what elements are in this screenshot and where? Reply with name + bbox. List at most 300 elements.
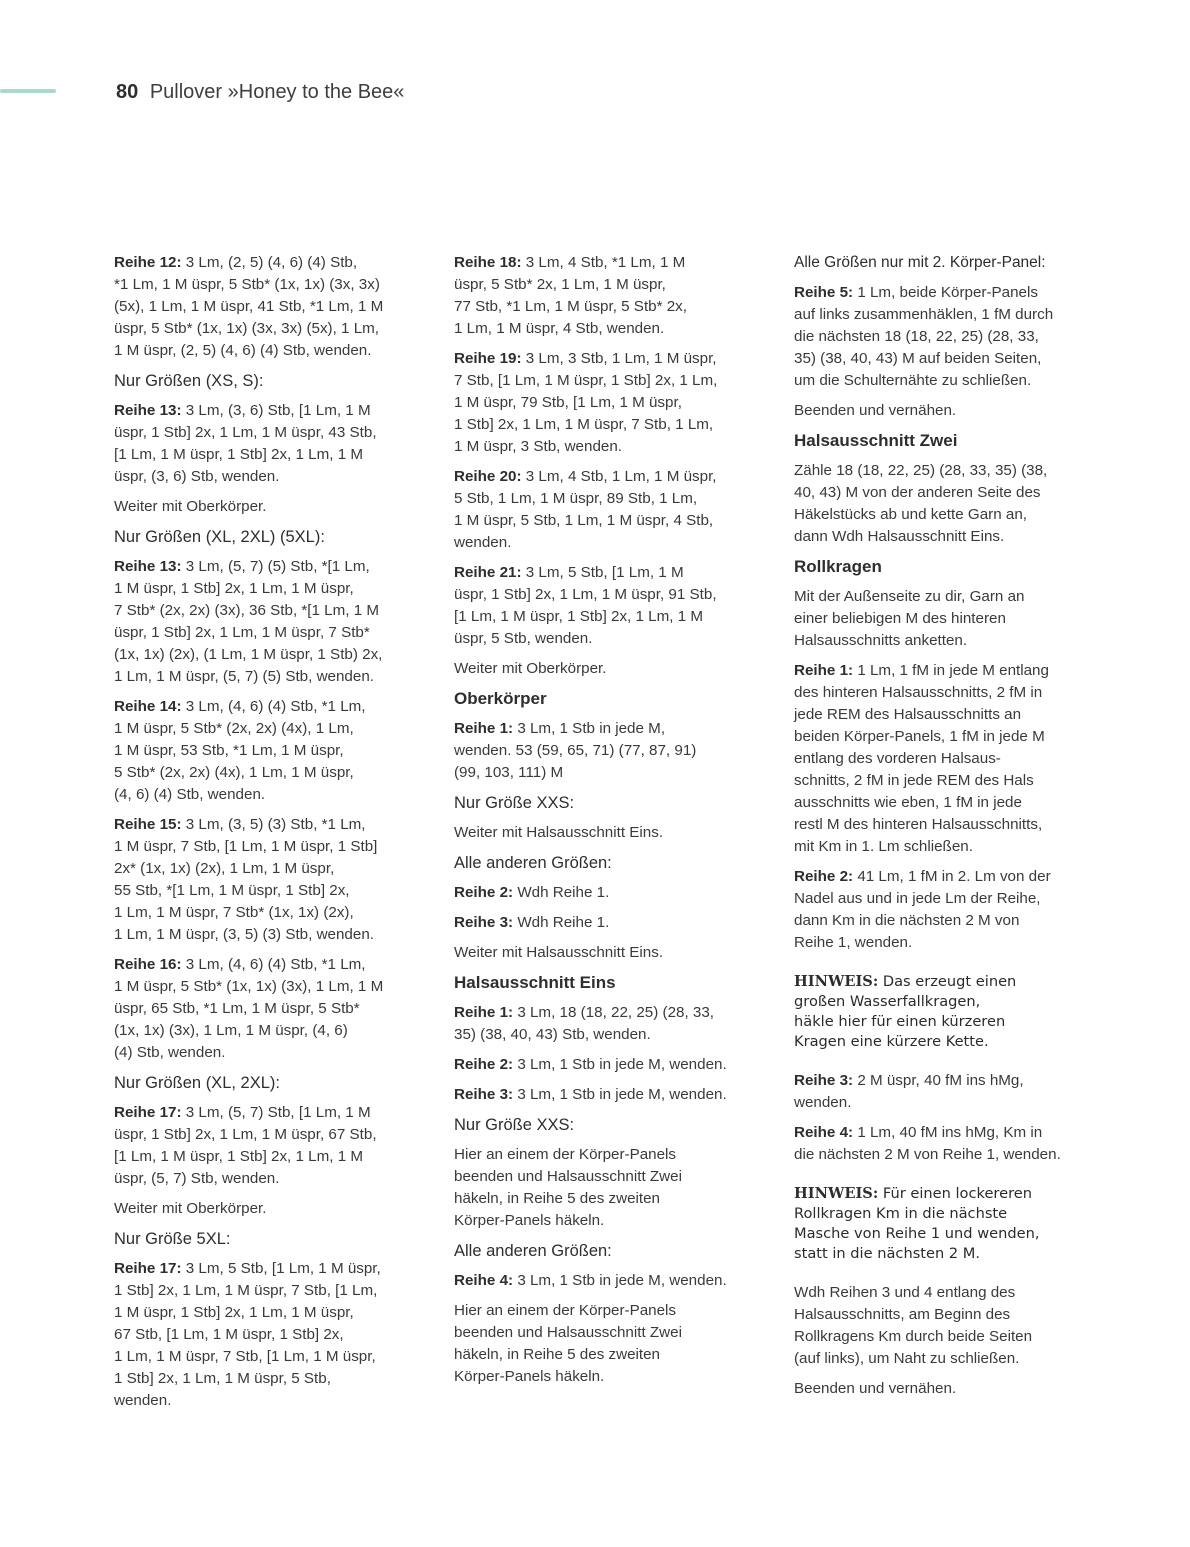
instruction-paragraph bbox=[454, 822, 754, 844]
subheading: Alle anderen Größen: bbox=[454, 1242, 612, 1260]
text-line bbox=[794, 910, 1094, 932]
line-text: 2 M üspr, 40 fM ins hMg, bbox=[853, 1072, 1024, 1089]
instruction-paragraph bbox=[794, 400, 1094, 422]
instruction-paragraph bbox=[794, 1282, 1094, 1370]
text-line bbox=[794, 836, 1094, 858]
text-line bbox=[794, 866, 1094, 888]
line-text: (4, 6) (4) Stb, wenden. bbox=[114, 786, 266, 803]
text-line bbox=[794, 400, 1094, 422]
line-text: häkeln, in Reihe 5 des zweiten bbox=[454, 1190, 661, 1207]
line-text: 1 Lm, 40 fM ins hMg, Km in bbox=[853, 1124, 1043, 1141]
text-line bbox=[454, 370, 754, 392]
line-text: mit Km in 1. Lm schließen. bbox=[794, 838, 973, 855]
text-line bbox=[114, 318, 406, 340]
text-line bbox=[794, 482, 1094, 504]
line-text: 1 Lm, 1 M üspr, 7 Stb, [1 Lm, 1 M üspr, bbox=[114, 1348, 376, 1365]
text-line bbox=[794, 1204, 1094, 1224]
line-text: Das erzeugt einen bbox=[878, 973, 1017, 990]
instruction-paragraph bbox=[114, 496, 406, 518]
text-line bbox=[114, 902, 406, 924]
line-text: Mit der Außenseite zu dir, Garn an bbox=[794, 588, 1025, 605]
line-text: 35) (38, 40, 43) M auf beiden Seiten, bbox=[794, 350, 1042, 367]
text-line bbox=[794, 586, 1094, 608]
row-label: Reihe 18: bbox=[454, 254, 522, 271]
text-line bbox=[114, 836, 406, 858]
text-line bbox=[114, 252, 406, 274]
text-line bbox=[794, 1122, 1094, 1144]
text-line bbox=[114, 666, 406, 688]
text-column-2 bbox=[454, 252, 754, 1396]
line-text: 3 Lm, (4, 6) (4) Stb, *1 Lm, bbox=[181, 956, 366, 973]
text-line bbox=[794, 814, 1094, 836]
instruction-paragraph bbox=[454, 252, 754, 340]
row-label: Reihe 2: bbox=[454, 884, 514, 901]
text-line bbox=[114, 1198, 406, 1220]
line-text: dann Wdh Halsausschnitt Eins. bbox=[794, 528, 1005, 545]
text-line bbox=[454, 1166, 754, 1188]
line-text: häkeln, in Reihe 5 des zweiten bbox=[454, 1346, 661, 1363]
line-text: 1 Lm, beide Körper-Panels bbox=[853, 284, 1038, 301]
line-text: 1 Lm, 1 M üspr, 4 Stb, wenden. bbox=[454, 320, 665, 337]
section-heading: Oberkörper bbox=[454, 689, 547, 708]
line-text: 1 M üspr, 5 Stb, 1 Lm, 1 M üspr, 4 Stb, bbox=[454, 512, 714, 529]
row-label: Reihe 19: bbox=[454, 350, 522, 367]
text-line bbox=[454, 1024, 754, 1046]
line-text: auf links zusammenhäklen, 1 fM durch bbox=[794, 306, 1054, 323]
line-text: Rollkragen Km in die nächste bbox=[794, 1205, 1008, 1222]
text-line bbox=[794, 972, 1094, 992]
text-line bbox=[794, 1304, 1094, 1326]
text-line bbox=[114, 1042, 406, 1064]
text-line bbox=[114, 496, 406, 518]
text-line bbox=[794, 304, 1094, 326]
line-text: Körper-Panels häkeln. bbox=[454, 1368, 605, 1385]
text-line bbox=[454, 882, 754, 904]
line-text: Beenden und vernähen. bbox=[794, 402, 957, 419]
line-text: üspr, 1 Stb] 2x, 1 Lm, 1 M üspr, 7 Stb* bbox=[114, 624, 370, 641]
text-line bbox=[454, 1300, 754, 1322]
text-line bbox=[794, 1032, 1094, 1052]
line-text: Halsausschnitts anketten. bbox=[794, 632, 968, 649]
text-line bbox=[454, 532, 754, 554]
line-text: Wdh Reihe 1. bbox=[513, 884, 610, 901]
line-text: wenden. bbox=[114, 1392, 172, 1409]
line-text: die nächsten 18 (18, 22, 25) (28, 33, bbox=[794, 328, 1039, 345]
line-text: 1 Stb] 2x, 1 Lm, 1 M üspr, 7 Stb, [1 Lm, bbox=[114, 1282, 378, 1299]
text-line bbox=[114, 1302, 406, 1324]
text-column-1 bbox=[114, 252, 406, 1420]
line-text: die nächsten 2 M von Reihe 1, wenden. bbox=[794, 1146, 1061, 1163]
line-text: Rollkragens Km durch beide Seiten bbox=[794, 1328, 1033, 1345]
instruction-paragraph bbox=[794, 660, 1094, 858]
line-text: einer beliebigen M des hinteren bbox=[794, 610, 1006, 627]
line-text: schnitts, 2 fM in jede REM des Hals bbox=[794, 772, 1034, 789]
line-text: *1 Lm, 1 M üspr, 5 Stb* (1x, 1x) (3x, 3x) bbox=[114, 276, 380, 293]
text-line bbox=[114, 814, 406, 836]
text-line bbox=[114, 622, 406, 644]
line-text: 55 Stb, *[1 Lm, 1 M üspr, 1 Stb] 2x, bbox=[114, 882, 350, 899]
instruction-paragraph bbox=[454, 1002, 754, 1046]
line-text: Weiter mit Halsausschnitt Eins. bbox=[454, 824, 664, 841]
text-line bbox=[794, 1184, 1094, 1204]
line-text: 3 Lm, (5, 7) (5) Stb, *[1 Lm, bbox=[181, 558, 370, 575]
line-text: üspr, 65 Stb, *1 Lm, 1 M üspr, 5 Stb* bbox=[114, 1000, 360, 1017]
instruction-paragraph bbox=[454, 718, 754, 784]
instruction-paragraph bbox=[794, 866, 1094, 954]
line-text: Nadel aus und in jede Lm der Reihe, bbox=[794, 890, 1041, 907]
line-text: 3 Lm, 4 Stb, *1 Lm, 1 M bbox=[521, 254, 686, 271]
text-line bbox=[114, 740, 406, 762]
line-text: üspr, (5, 7) Stb, wenden. bbox=[114, 1170, 280, 1187]
instruction-paragraph bbox=[454, 348, 754, 458]
line-text: Hier an einem der Körper-Panels bbox=[454, 1146, 677, 1163]
line-text: (99, 103, 111) M bbox=[454, 764, 564, 781]
instruction-paragraph bbox=[454, 1144, 754, 1232]
line-text: 5 Stb* (2x, 2x) (4x), 1 Lm, 1 M üspr, bbox=[114, 764, 354, 781]
note-paragraph bbox=[794, 1184, 1094, 1264]
text-line bbox=[114, 924, 406, 946]
line-text: 35) (38, 40, 43) Stb, wenden. bbox=[454, 1026, 651, 1043]
text-line bbox=[794, 1144, 1094, 1166]
row-label: Reihe 4: bbox=[454, 1272, 514, 1289]
line-text: 1 M üspr, 5 Stb* (1x, 1x) (3x), 1 Lm, 1 M bbox=[114, 978, 384, 995]
line-text: 3 Lm, 1 Stb in jede M, wenden. bbox=[513, 1086, 727, 1103]
text-line bbox=[454, 1344, 754, 1366]
text-line bbox=[114, 1124, 406, 1146]
text-line bbox=[454, 510, 754, 532]
row-label: Reihe 17: bbox=[114, 1260, 182, 1277]
page-number: 80 bbox=[116, 81, 139, 103]
row-label: Reihe 16: bbox=[114, 956, 182, 973]
text-line bbox=[794, 726, 1094, 748]
text-line bbox=[794, 282, 1094, 304]
page-title: Pullover »Honey to the Bee« bbox=[149, 81, 405, 103]
text-line bbox=[794, 1282, 1094, 1304]
line-text: Hier an einem der Körper-Panels bbox=[454, 1302, 677, 1319]
row-label: Reihe 1: bbox=[454, 720, 514, 737]
line-text: 3 Lm, (4, 6) (4) Stb, *1 Lm, bbox=[181, 698, 366, 715]
line-text: Häkelstücks ab und kette Garn an, bbox=[794, 506, 1028, 523]
text-line bbox=[454, 740, 754, 762]
line-text: 5 Stb, 1 Lm, 1 M üspr, 89 Stb, 1 Lm, bbox=[454, 490, 698, 507]
text-line bbox=[114, 762, 406, 784]
text-line bbox=[114, 718, 406, 740]
line-text: 67 Stb, [1 Lm, 1 M üspr, 1 Stb] 2x, bbox=[114, 1326, 344, 1343]
line-text: [1 Lm, 1 M üspr, 1 Stb] 2x, 1 Lm, 1 M bbox=[114, 1148, 364, 1165]
row-label: Reihe 1: bbox=[454, 1004, 514, 1021]
text-line bbox=[454, 1144, 754, 1166]
text-line bbox=[794, 660, 1094, 682]
line-text: üspr, (3, 6) Stb, wenden. bbox=[114, 468, 280, 485]
line-text: des hinteren Halsausschnitts, 2 fM in bbox=[794, 684, 1043, 701]
text-line bbox=[454, 658, 754, 680]
text-line bbox=[794, 460, 1094, 482]
line-text: (1x, 1x) (3x), 1 Lm, 1 M üspr, (4, 6) bbox=[114, 1022, 348, 1039]
text-line bbox=[454, 466, 754, 488]
section-heading: Halsausschnitt Zwei bbox=[794, 431, 958, 450]
text-line bbox=[114, 1020, 406, 1042]
instruction-paragraph bbox=[454, 1054, 754, 1076]
line-text: Beenden und vernähen. bbox=[794, 1380, 957, 1397]
line-text: 3 Lm, 1 Stb in jede M, wenden. bbox=[513, 1056, 727, 1073]
line-text: 1 Lm, 1 M üspr, 7 Stb* (1x, 1x) (2x), bbox=[114, 904, 354, 921]
line-text: Zähle 18 (18, 22, 25) (28, 33, 35) (38, bbox=[794, 462, 1048, 479]
line-text: ausschnitts wie eben, 1 fM in jede bbox=[794, 794, 1022, 811]
line-text: 2x* (1x, 1x) (2x), 1 Lm, 1 M üspr, bbox=[114, 860, 335, 877]
text-column-3 bbox=[794, 252, 1094, 1408]
text-line bbox=[454, 252, 754, 274]
line-text: jede REM des Halsausschnitts an bbox=[794, 706, 1022, 723]
text-line bbox=[454, 392, 754, 414]
instruction-paragraph bbox=[454, 882, 754, 904]
section-heading: Halsausschnitt Eins bbox=[454, 973, 616, 992]
row-label: Reihe 2: bbox=[454, 1056, 514, 1073]
line-text: häkle hier für einen kürzeren bbox=[794, 1013, 1006, 1030]
text-line bbox=[454, 1002, 754, 1024]
subheading: Nur Größe 5XL: bbox=[114, 1230, 231, 1248]
text-line bbox=[794, 792, 1094, 814]
line-text: 3 Lm, 18 (18, 22, 25) (28, 33, bbox=[513, 1004, 715, 1021]
line-text: 3 Lm, (3, 5) (3) Stb, *1 Lm, bbox=[181, 816, 366, 833]
text-line bbox=[114, 954, 406, 976]
text-line bbox=[114, 1390, 406, 1412]
text-line bbox=[114, 696, 406, 718]
text-line bbox=[114, 976, 406, 998]
text-line bbox=[454, 274, 754, 296]
text-line bbox=[454, 488, 754, 510]
text-line bbox=[794, 1224, 1094, 1244]
page-header bbox=[116, 78, 404, 106]
text-line bbox=[794, 608, 1094, 630]
text-line bbox=[454, 942, 754, 964]
line-text: wenden. bbox=[794, 1094, 852, 1111]
text-line bbox=[114, 296, 406, 318]
row-label: Reihe 14: bbox=[114, 698, 182, 715]
instruction-paragraph bbox=[794, 586, 1094, 652]
instruction-paragraph bbox=[794, 282, 1094, 392]
text-line bbox=[114, 784, 406, 806]
line-text: 1 Lm, 1 fM in jede M entlang bbox=[853, 662, 1049, 679]
text-line bbox=[794, 932, 1094, 954]
line-text: wenden. 53 (59, 65, 71) (77, 87, 91) bbox=[454, 742, 697, 759]
line-text: wenden. bbox=[454, 534, 512, 551]
line-text: Für einen lockereren bbox=[878, 1185, 1032, 1202]
line-text: restl M des hinteren Halsausschnitts, bbox=[794, 816, 1043, 833]
instruction-paragraph bbox=[794, 460, 1094, 548]
text-line bbox=[454, 1054, 754, 1076]
line-text: 1 M üspr, (2, 5) (4, 6) (4) Stb, wenden. bbox=[114, 342, 372, 359]
instruction-paragraph bbox=[114, 1258, 406, 1412]
text-line bbox=[794, 630, 1094, 652]
line-text: dann Km in die nächsten 2 M von bbox=[794, 912, 1020, 929]
text-line bbox=[454, 1188, 754, 1210]
text-line bbox=[454, 296, 754, 318]
text-line bbox=[454, 1366, 754, 1388]
text-line bbox=[454, 762, 754, 784]
text-line bbox=[114, 1368, 406, 1390]
line-text: 3 Lm, (5, 7) Stb, [1 Lm, 1 M bbox=[181, 1104, 371, 1121]
text-line bbox=[114, 600, 406, 622]
line-text: 1 M üspr, 7 Stb, [1 Lm, 1 M üspr, 1 Stb] bbox=[114, 838, 378, 855]
text-line bbox=[114, 444, 406, 466]
text-line bbox=[114, 340, 406, 362]
text-line bbox=[794, 1092, 1094, 1114]
text-line bbox=[114, 1168, 406, 1190]
line-text: Reihe 1, wenden. bbox=[794, 934, 913, 951]
text-line bbox=[794, 770, 1094, 792]
row-label: Reihe 4: bbox=[794, 1124, 854, 1141]
instruction-paragraph bbox=[114, 556, 406, 688]
text-line bbox=[454, 1270, 754, 1292]
line-text: 3 Lm, (2, 5) (4, 6) (4) Stb, bbox=[181, 254, 358, 271]
text-line bbox=[114, 858, 406, 880]
instruction-paragraph bbox=[114, 252, 406, 362]
line-text: um die Schulternähte zu schließen. bbox=[794, 372, 1032, 389]
row-label: HINWEIS: bbox=[794, 973, 879, 990]
line-text: entlang des vorderen Halsaus- bbox=[794, 750, 1001, 767]
row-label: Reihe 3: bbox=[454, 914, 514, 931]
instruction-paragraph bbox=[454, 912, 754, 934]
text-line bbox=[114, 400, 406, 422]
text-line bbox=[794, 1348, 1094, 1370]
subheading: Nur Größen (XL, 2XL): bbox=[114, 1074, 280, 1092]
line-text: Halsausschnitts, am Beginn des bbox=[794, 1306, 1011, 1323]
line-text: Körper-Panels häkeln. bbox=[454, 1212, 605, 1229]
row-label: Reihe 15: bbox=[114, 816, 182, 833]
text-line bbox=[114, 998, 406, 1020]
instruction-paragraph bbox=[454, 466, 754, 554]
line-text: Wdh Reihe 1. bbox=[513, 914, 610, 931]
line-text: Masche von Reihe 1 und wenden, bbox=[794, 1225, 1040, 1242]
line-text: 1 M üspr, 1 Stb] 2x, 1 Lm, 1 M üspr, bbox=[114, 1304, 354, 1321]
subheading: Alle anderen Größen: bbox=[454, 854, 612, 872]
subheading: Nur Größe XXS: bbox=[454, 794, 575, 812]
row-label: Reihe 2: bbox=[794, 868, 854, 885]
text-line bbox=[794, 888, 1094, 910]
line-text: üspr, 5 Stb* (1x, 1x) (3x, 3x) (5x), 1 Lm, bbox=[114, 320, 380, 337]
text-line bbox=[114, 644, 406, 666]
text-line bbox=[794, 704, 1094, 726]
row-label: Reihe 21: bbox=[454, 564, 522, 581]
text-line bbox=[454, 1322, 754, 1344]
line-text: 1 Stb] 2x, 1 Lm, 1 M üspr, 5 Stb, bbox=[114, 1370, 331, 1387]
section-heading: Rollkragen bbox=[794, 557, 882, 576]
instruction-paragraph bbox=[454, 942, 754, 964]
line-text: 3 Lm, 5 Stb, [1 Lm, 1 M bbox=[521, 564, 684, 581]
line-text: Weiter mit Oberkörper. bbox=[454, 660, 607, 677]
instruction-paragraph bbox=[114, 1198, 406, 1220]
text-line bbox=[794, 326, 1094, 348]
text-line bbox=[454, 436, 754, 458]
row-label: Reihe 13: bbox=[114, 558, 182, 575]
text-line bbox=[454, 606, 754, 628]
line-text: üspr, 1 Stb] 2x, 1 Lm, 1 M üspr, 67 Stb, bbox=[114, 1126, 377, 1143]
line-text: (4) Stb, wenden. bbox=[114, 1044, 226, 1061]
row-label: Reihe 20: bbox=[454, 468, 522, 485]
instruction-paragraph bbox=[454, 658, 754, 680]
instruction-paragraph bbox=[114, 1102, 406, 1190]
line-text: 1 Lm, 1 M üspr, (3, 5) (3) Stb, wenden. bbox=[114, 926, 374, 943]
text-line bbox=[794, 992, 1094, 1012]
line-text: Weiter mit Halsausschnitt Eins. bbox=[454, 944, 664, 961]
text-line bbox=[454, 628, 754, 650]
instruction-paragraph bbox=[454, 562, 754, 650]
row-label: HINWEIS: bbox=[794, 1185, 879, 1202]
text-line bbox=[114, 556, 406, 578]
line-text: beenden und Halsausschnitt Zwei bbox=[454, 1168, 682, 1185]
accent-line bbox=[0, 89, 56, 93]
line-text: 1 M üspr, 3 Stb, wenden. bbox=[454, 438, 623, 455]
text-line bbox=[794, 1012, 1094, 1032]
line-text: [1 Lm, 1 M üspr, 1 Stb] 2x, 1 Lm, 1 M bbox=[454, 608, 704, 625]
line-text: 3 Lm, (3, 6) Stb, [1 Lm, 1 M bbox=[181, 402, 371, 419]
line-text: (auf links), um Naht zu schließen. bbox=[794, 1350, 1020, 1367]
subheading: Nur Größe XXS: bbox=[454, 1116, 575, 1134]
line-text: [1 Lm, 1 M üspr, 1 Stb] 2x, 1 Lm, 1 M bbox=[114, 446, 364, 463]
text-line bbox=[454, 414, 754, 436]
line-text: 77 Stb, *1 Lm, 1 M üspr, 5 Stb* 2x, bbox=[454, 298, 687, 315]
line-text: 3 Lm, 1 Stb in jede M, wenden. bbox=[513, 1272, 727, 1289]
text-line bbox=[794, 1244, 1094, 1264]
text-line bbox=[794, 682, 1094, 704]
text-line bbox=[114, 422, 406, 444]
line-text: 3 Lm, 3 Stb, 1 Lm, 1 M üspr, bbox=[521, 350, 717, 367]
text-line bbox=[794, 504, 1094, 526]
text-line bbox=[794, 1378, 1094, 1400]
text-line bbox=[794, 1326, 1094, 1348]
line-text: 3 Lm, 5 Stb, [1 Lm, 1 M üspr, bbox=[181, 1260, 381, 1277]
line-text: üspr, 5 Stb* 2x, 1 Lm, 1 M üspr, bbox=[454, 276, 666, 293]
line-text: Weiter mit Oberkörper. bbox=[114, 498, 267, 515]
subheading: Nur Größen (XS, S): bbox=[114, 372, 264, 390]
line-text: üspr, 1 Stb] 2x, 1 Lm, 1 M üspr, 91 Stb, bbox=[454, 586, 717, 603]
instruction-paragraph bbox=[114, 814, 406, 946]
note-paragraph bbox=[794, 972, 1094, 1052]
line-text: 1 M üspr, 5 Stb* (2x, 2x) (4x), 1 Lm, bbox=[114, 720, 354, 737]
text-line bbox=[114, 1280, 406, 1302]
text-line bbox=[454, 318, 754, 340]
row-label: Reihe 5: bbox=[794, 284, 854, 301]
instruction-paragraph bbox=[794, 1122, 1094, 1166]
line-text: Wdh Reihen 3 und 4 entlang des bbox=[794, 1284, 1016, 1301]
line-text: großen Wasserfallkragen, bbox=[794, 993, 981, 1010]
line-text: üspr, 5 Stb, wenden. bbox=[454, 630, 593, 647]
instruction-paragraph bbox=[454, 1300, 754, 1388]
row-label: Reihe 3: bbox=[454, 1086, 514, 1103]
text-line bbox=[114, 1102, 406, 1124]
line-text: 1 M üspr, 1 Stb] 2x, 1 Lm, 1 M üspr, bbox=[114, 580, 354, 597]
text-line bbox=[794, 526, 1094, 548]
line-text: (5x), 1 Lm, 1 M üspr, 41 Stb, *1 Lm, 1 M bbox=[114, 298, 384, 315]
text-line bbox=[794, 370, 1094, 392]
text-line bbox=[114, 1324, 406, 1346]
line-text: 3 Lm, 1 Stb in jede M, bbox=[513, 720, 666, 737]
line-text: (1x, 1x) (2x), (1 Lm, 1 M üspr, 1 Stb) 2x, bbox=[114, 646, 383, 663]
text-line bbox=[114, 1258, 406, 1280]
row-label: Reihe 3: bbox=[794, 1072, 854, 1089]
line-text: beiden Körper-Panels, 1 fM in jede M bbox=[794, 728, 1045, 745]
line-text: 40, 43) M von der anderen Seite des bbox=[794, 484, 1041, 501]
text-line bbox=[454, 822, 754, 844]
instruction-paragraph bbox=[114, 954, 406, 1064]
row-label: Reihe 1: bbox=[794, 662, 854, 679]
text-line bbox=[114, 1146, 406, 1168]
instruction-paragraph bbox=[454, 1270, 754, 1292]
instruction-paragraph bbox=[114, 696, 406, 806]
line-text: 1 M üspr, 53 Stb, *1 Lm, 1 M üspr, bbox=[114, 742, 344, 759]
text-line bbox=[794, 748, 1094, 770]
line-text: üspr, 1 Stb] 2x, 1 Lm, 1 M üspr, 43 Stb, bbox=[114, 424, 377, 441]
